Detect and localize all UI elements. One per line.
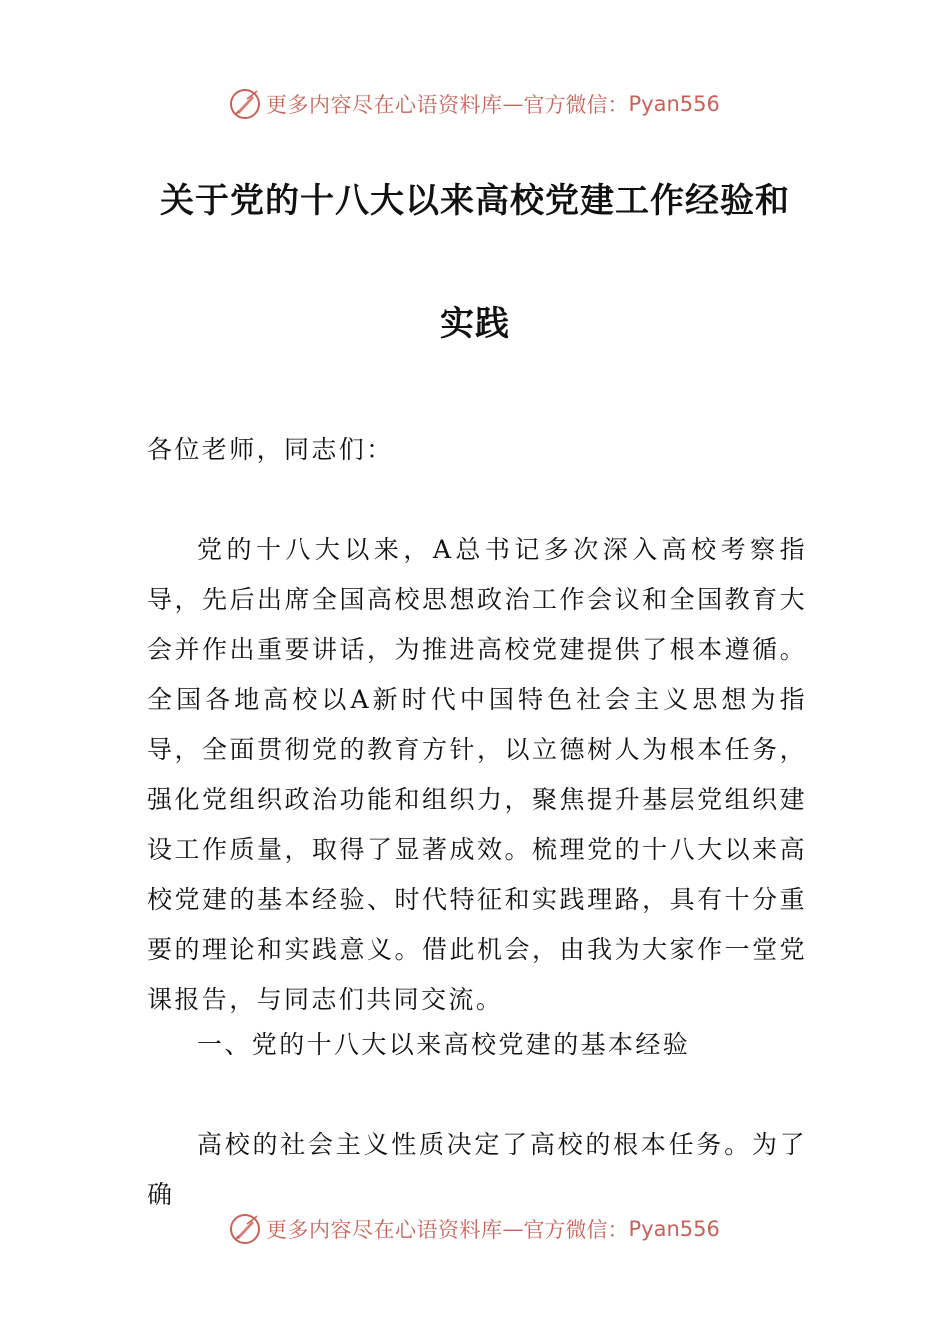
watermark-text: 更多内容尽在心语资料库 <box>266 1218 503 1242</box>
watermark-wechat-id: Pyan556 <box>628 1217 720 1241</box>
watermark-wechat-label: 官方微信： <box>523 1218 629 1242</box>
watermark-footer <box>228 1212 720 1246</box>
body-paragraph-2: 高校的社会主义性质决定了高校的根本任务。为了确 <box>147 1130 807 1209</box>
document-title-line-2: 实践 <box>440 304 510 344</box>
feather-pen-icon <box>228 87 262 121</box>
salutation: 各位老师，同志们： <box>147 435 394 464</box>
watermark-wechat-id: Pyan556 <box>628 92 720 116</box>
watermark-dash: — <box>502 92 524 116</box>
document-title-line-1: 关于党的十八大以来高校党建工作经验和 <box>160 181 790 221</box>
watermark-wechat-label: 官方微信： <box>523 93 629 117</box>
body-paragraph-1: 党的十八大以来，A总书记多次深入高校考察指导，先后出席全国高校思想政治工作会议和全国教育大会并作出重要讲话，为推进高校党建提供了根本遵循。全国各地高校以A新时代中国特色社会主义思想为指导，全面贯彻党的教育方针，以立德树人为根本任务，强化党组织政治功能和组织力，聚焦提升基层党组织建设工作质量，取得了显著成效。梳理党的十八大以来高校党建的基本经验、时代特征和实践理路，具有十分重要的理论和实践意义。借此机会，由我为大家作一堂党课报告，与同志们共同交流。 <box>147 535 807 1014</box>
watermark-text: 更多内容尽在心语资料库 <box>266 93 503 117</box>
feather-pen-icon <box>228 1212 262 1246</box>
watermark-header <box>228 87 720 121</box>
section-heading-1: 一、党的十八大以来高校党建的基本经验 <box>197 1030 691 1059</box>
watermark-dash: — <box>502 1217 524 1241</box>
